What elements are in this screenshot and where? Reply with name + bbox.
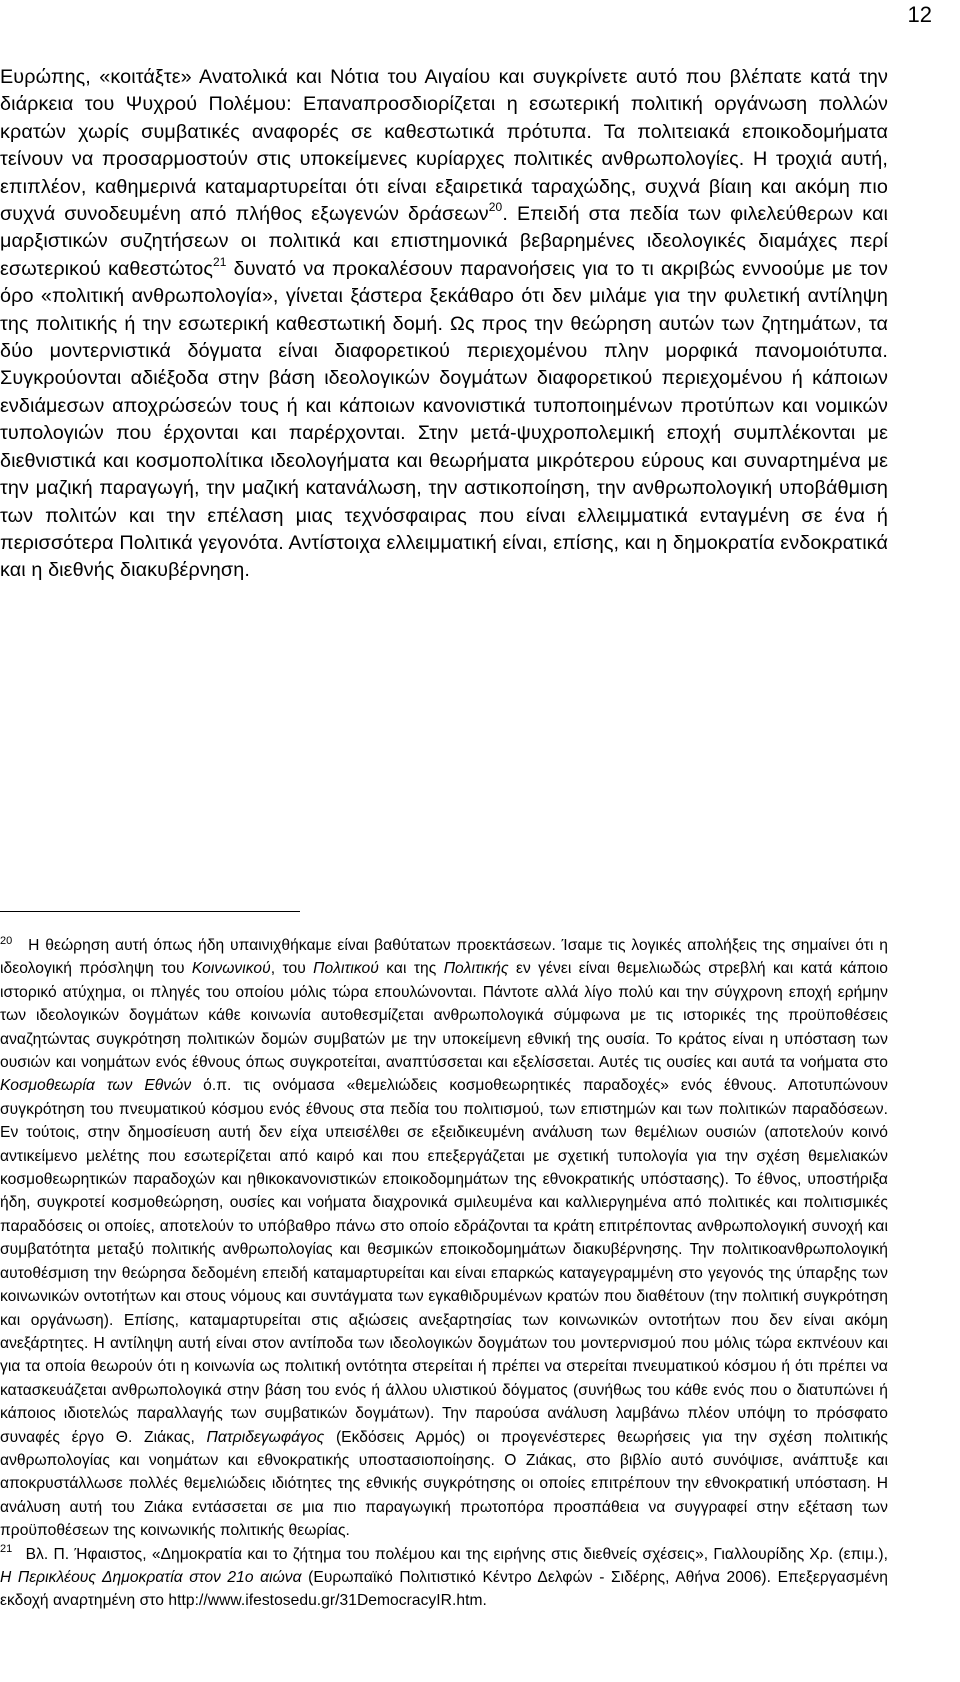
footnote-ref-21[interactable]: 21: [212, 255, 227, 270]
footnote-21: [0, 1543, 888, 1613]
footnote-mark-21: 21: [0, 1543, 13, 1556]
body-text-part-1: Ευρώπης, «κοιτάξτε» Ανατολικά και Νότια του Αιγαίου και συγκρίνετε αυτό που βλέπατε κατά την διάρκεια του Ψυχρού Πολέμου: Επαναπροσδιορίζεται η εσωτερική πολιτική οργάνωση πολλών κρατών χωρίς συμβατικές αναφορές σε καθεστωτικά πρότυπα. Τα πολιτειακά εποικοδομήματα τείνουν να προσαρμοστούν στις υποκείμενες κυρίαρχες πολιτικές ανθρωπολογίες. Η τροχιά αυτή, επιπλέον, καθημερινά καταμαρτυρείται ότι είναι εξαιρετικά ταραχώδης, συχνά βίαιη και ακόμη πιο συχνά συνοδευμένη από πλήθος εξωγενών δράσεων: [0, 66, 888, 226]
footnote-20-text: εν γένει είναι θεμελιωδώς στρεβλή και κατά κάποιο ιστορικό ατύχημα, οι πληγές του οποίου μόλις τώρα επουλώνονται. Πάντοτε αλλά λίγο πολύ και την σύγχρονη εποχή ερήμην των ιδεολογικών δογμάτων κάθε κοινωνία αυτοθεσμίζεται ανθρωπολογικά σύμφωνα με τις ιστορικές της προϋποθέσεις αναζητώντας συγκρότηση πολιτικών δομών συμβατών με την υποκείμενη εθνική της ουσία. Το κράτος είναι η υπόσταση των ουσιών και νοημάτων ενός έθνους όπως συγκροτείται, αναπτύσσεται και εξελίσσεται. Αυτές τις ουσίες και αυτά τα νοήματα στο: [0, 960, 888, 1072]
body-text-part-3: δυνατό να προκαλέσουν παρανοήσεις για το τι ακριβώς εννοούμε με τον όρο «πολιτική ανθρωπολογία», γίνεται ξάστερα ξεκάθαρο ότι δεν μιλάμε για την φυλετική αντίληψη της πολιτικής ή την εσωτερική καθεστωτική δομή. Ως προς την θεώρηση αυτών των ζητημάτων, τα δύο μοντερνιστικά δόγματα είναι διαφορετικού περιεχομένου πλην μορφικά πανομοιότυπα. Συγκρούονται αδιέξοδα στην βάση ιδεολογικών δογμάτων διαφορετικού περιεχομένου ή κάποιων ενδιάμεσων αποχρώσεών τους ή και κάποιων κανονιστικά τυποποιημένων προτύπων και νομικών τυπολογιών που έρχονται και παρέρχονται. Στην μετά-ψυχροπολεμική εποχή συμπλέκονται με διεθνιστικά και κοσμοπολίτικα ιδεολογήματα και θεωρήματα μικρότερου εύρους και συναρτημένα με την μαζική παραγωγή, την μαζική κατανάλωση, την αστικοποίηση, την ανθρωπολογική υποβάθμιση των πολιτών και την επέλαση μιας τεχνόσφαιρας που είναι ελλειμματικά ενταγμένη σε ένα ή περισσότερα Πολιτικά γεγονότα. Αντίστοιχα ελλειμματική είναι, επίσης, και η δημοκρατία ενδοκρατικά και η διεθνής διακυβέρνηση.: [0, 257, 888, 582]
footnote-20-text: (Εκδόσεις Αρμός) οι προγενέστερες θεωρήσεις για την σχέση πολιτικής ανθρωπολογίας και νοημάτων και εθνοκρατικής υποστασιοποίησης. Ο Ζιάκας, στο βιβλίο αυτό συνόψισε, ανάπτυξε και αποκρυστάλλωσε πολλές θεμελιώδεις ιδιότητες της εθνικής συγκρότησης οι οποίες επιτρέπουν την εθνοκρατική υπόσταση. Η ανάλυση αυτή του Ζιάκα εντάσσεται σε μια πιο παραγωγική πρωτοπόρα προσπάθεια να συγγραφεί στην εξέταση των προϋποθέσεων της κοινωνικής πολιτικής θεωρίας.: [0, 1428, 888, 1540]
footnote-20-italic: Κοινωνικού: [191, 960, 271, 978]
footnote-20-italic: Πατριδεγωφάγος: [206, 1428, 325, 1446]
body-text: [0, 64, 888, 585]
footnote-ref-20[interactable]: 20: [488, 200, 503, 215]
footnote-mark-20: 20: [0, 934, 13, 947]
footnotes: [0, 934, 888, 1613]
footnote-20-text: και της: [378, 960, 444, 978]
body-text-part-2: . Επειδή στα πεδία των φιλελεύθερων και μαρξιστικών συζητήσεων οι πολιτικά και επιστημονικά βεβαρημένες ιδεολογικές διαμάχες περί εσωτερικού καθεστώτος: [0, 203, 889, 280]
footnote-20-italic: Πολιτικής: [443, 960, 509, 978]
footnote-20-text: ό.π. τις ονόμασα «θεμελιώδεις κοσμοθεωρητικές παραδοχές» ενός έθνους. Αποτυπώνουν συγκρότηση του πνευματικού κόσμου ενός έθνους στα πεδία του πολιτισμού, των επιστημών και των πολιτικών παραδόσεων. Εν τούτοις, στην δημοσίευση αυτή δεν είχα υπεισέλθει σε εξειδικευμένη ανάλυση των θεμέλιων ουσιών (αποτελούν κοινό αντικείμενο μελέτης που εσωτερίζεται από καιρό και που επεξεργάζεται με σχετική τυπολογία για την σχέση θεμελιακών κοσμοθεωρητικών παραδοχών και ηθικοκανονιστικών εποικοδομημάτων της εθνοκρατικής υπόστασης). Το έθνος, υποστήριξα ήδη, συγκροτεί κοσμοθεώρηση, ουσίες και νοήματα διαχρονικά σμιλευμένα και καλλιεργημένα από πολιτικές και πολιτισμικές παραδόσεις οι οποίες, αποτελούν το υπόβαθρο πάνω στο οποίο εδράζονται τα κράτη επιτρέποντας ανθρωπολογική συνοχή και συμβατότητα μεταξύ πολιτικής ανθρωπολογίας και θεσμικών εποικοδομημάτων διακυβέρνησης. Την πολιτικοανθρωπολογική αυτοθέσμιση την θεώρησα δεδομένη επειδή καταμαρτυρείται και είναι επαρκώς καταγεγραμμένη στο γεγονός της ύπαρξης των κοινωνικών οντοτήτων και στους νόμους και συντάγματα των εγκαθιδρυμένων κρατών που διαθέτουν (την πολιτική συγκρότηση και οργάνωση). Επίσης, καταμαρτυρείται στις αξιώσεις ανεξαρτησίας των κοινωνικών οντοτήτων που δεν είναι ακόμη ανεξάρτητες. Η αντίληψη αυτή είναι στον αντίποδα των ιδεολογικών δογμάτων του μοντερνισμού που μόλις τώρα εκπνέουν και για τα οποία θεωρούν ότι η κοινωνία ως πολιτική οντότητα στερείται ή πρέπει να στερείται πνευματικού κόσμου ή ότι πρέπει να κατασκευάζεται ανθρωπολογικά στην βάση του ενός ή άλλου υλιστικού δόγματος (συνήθως του κάθε ενός που ο διατυπώνει ή κάποιος ιδιοτελώς παραλλαγής των συμβατικών δογμάτων). Την παρούσα ανάλυση λαμβάνω πλέον υπόψη το πρόσφατο συναφές έργο Θ. Ζιάκας,: [0, 1077, 888, 1446]
page-number: 12: [907, 2, 932, 27]
footnote-20-text: , του: [270, 960, 314, 978]
footnote-21-text: .: [482, 1592, 487, 1610]
footnote-20: [0, 934, 888, 1543]
footnote-21-text: (Ευρωπαϊκό Πολιτιστικό Κέντρο Δελφών - Σιδέρης, Αθήνα 2006). Επεξεργασμένη εκδοχή αναρτημένη στο: [0, 1568, 889, 1610]
footnote-20-italic: Πολιτικού: [313, 960, 379, 978]
footnote-21-italic: Η Περικλέους Δημοκρατία στον 21ο αιώνα: [0, 1568, 302, 1586]
body-paragraph: [0, 64, 888, 585]
footnote-21-url-link[interactable]: http://www.ifestosedu.gr/31DemocracyIR.htm: [168, 1592, 483, 1610]
footnote-separator: [0, 911, 300, 912]
footnote-21-text: Βλ. Π. Ήφαιστος, «Δημοκρατία και το ζήτημα του πολέμου και της ειρήνης στις διεθνείς σχέσεις», Γιαλλουρίδης Χρ. (επιμ.),: [20, 1545, 888, 1563]
footnote-20-italic: Κοσμοθεωρία των Εθνών: [0, 1077, 192, 1095]
footnote-20-text: Η θεώρηση αυτή όπως ήδη υπαινιχθήκαμε είναι βαθύτατων προεκτάσεων. Ίσαμε τις λογικές απολήξεις της σημαίνει ότι η ιδεολογική πρόσληψη του: [0, 937, 888, 978]
